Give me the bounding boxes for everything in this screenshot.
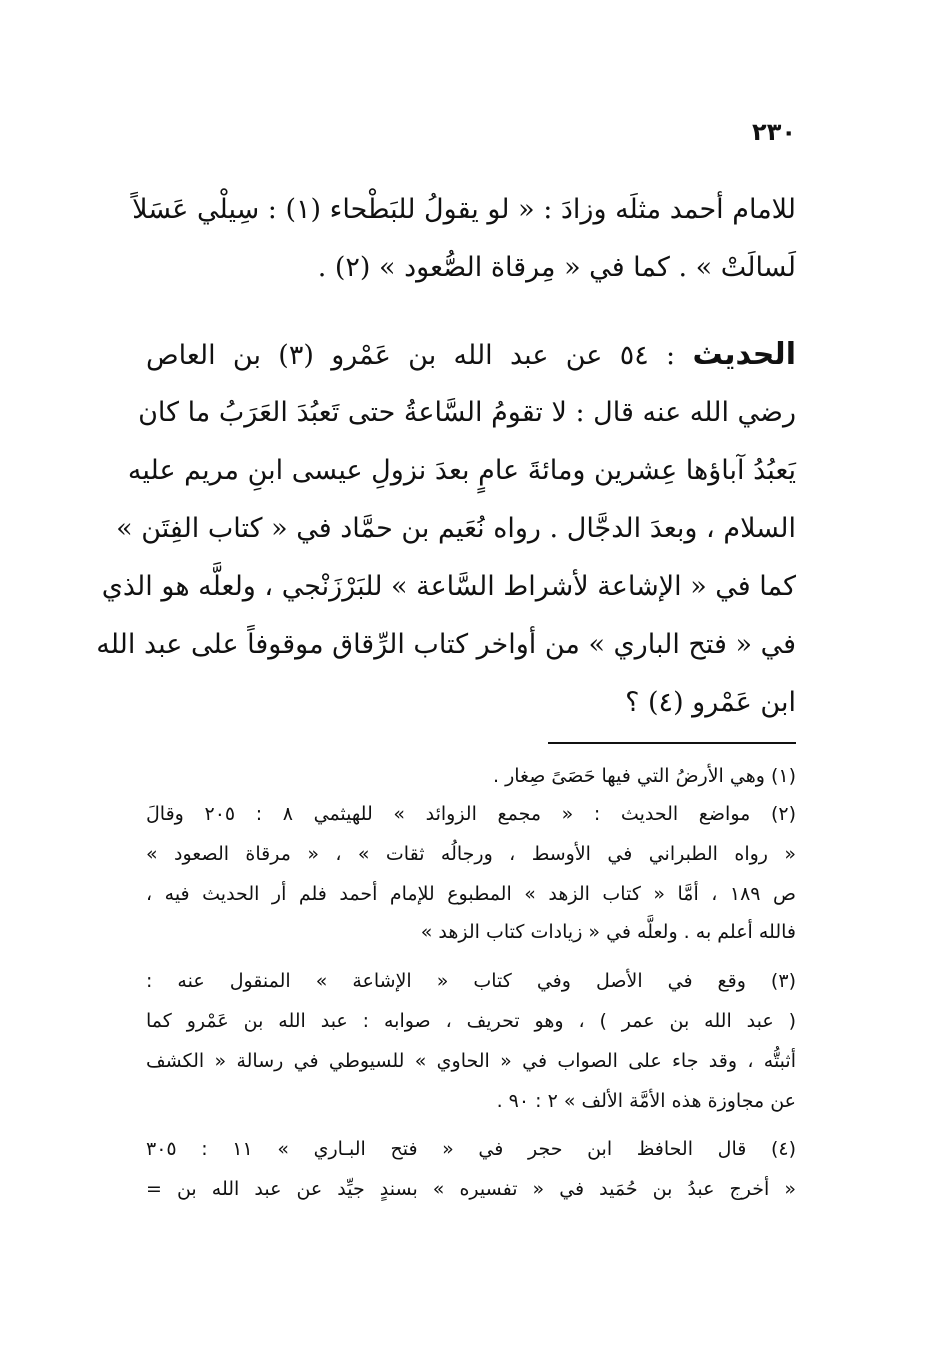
- hadith-heading: الحديث: [692, 337, 796, 372]
- footnote-1-line: (١) وهي الأرضُ التي فيها حَصَىً صِغار .: [493, 765, 796, 787]
- footnote-4-line: « أخرج عبدُ بن حُمَيد في « تفسيره » بسندٍ جيِّد عن عبد الله بن =: [146, 1178, 796, 1200]
- hadith-line: ابن عَمْرو (٤) ؟: [625, 687, 796, 718]
- hadith-line: في « فتح الباري » من أواخر كتاب الرِّقاق موقوفاً على عبد الله: [96, 629, 796, 660]
- footnote-divider: [548, 742, 796, 744]
- hadith-line: كما في « الإشاعة لأشراط السَّاعة » للبَرْزَنْجي ، ولعلَّه هو الذي: [101, 571, 796, 602]
- intro-line: لَسالَتْ » . كما في « مِرقاة الصُّعود » (٢) .: [317, 252, 796, 283]
- hadith-line-text: : ٥٤ عن عبد الله بن عَمْرو (٣) بن العاص: [146, 340, 676, 371]
- footnote-2-line: (٢) مواضع الحديث : « مجمع الزوائد » للهيثمي ٨ : ٢٠٥ وقالَ: [146, 803, 796, 825]
- hadith-line: رضي الله عنه قال : لا تقومُ السَّاعةُ حتى تَعبُدَ العَرَبُ ما كان: [138, 397, 796, 428]
- hadith-first-line: [146, 335, 796, 376]
- intro-line: للامام أحمد مثلَه وزادَ : « لو يقولُ للبَطْحاء (١) : سِيلْي عَسَلاً: [132, 194, 796, 225]
- footnote-3-line: ( عبد الله بن عمر ) ، وهو تحريف ، صوابه : عبد الله بن عَمْرو كما: [146, 1010, 796, 1032]
- footnote-2-line: « رواه الطبراني في الأوسط ، ورجالُه ثقات » ، « مرقاة الصعود »: [146, 843, 796, 865]
- page-number: ٢٣٠: [752, 118, 796, 146]
- footnote-3-line: أثبتُّه ، وقد جاء على الصواب في « الحاوي » للسيوطي في رسالة « الكشف: [146, 1050, 796, 1072]
- hadith-line: يَعبُدُ آباؤها عِشرين ومائةَ عامٍ بعدَ نزولِ عيسى ابنِ مريم عليه: [127, 455, 796, 486]
- footnote-2-line: فالله أعلم به . ولعلَّه في « زيادات كتاب الزهد »: [420, 921, 796, 943]
- footnote-3-line: عن مجاوزة هذه الأمَّة الألف » ٢ : ٩٠ .: [496, 1090, 796, 1112]
- footnote-3-line: (٣) وقع في الأصل وفي كتاب « الإشاعة » المنقول عنه :: [146, 970, 796, 992]
- hadith-line: السلام ، وبعدَ الدجَّال . رواه نُعَيم بن حمَّاد في « كتاب الفِتَن »: [116, 513, 796, 544]
- footnote-4-line: (٤) قال الحافظ ابن حجر في « فتح البـاري » ١١ : ٣٠٥: [146, 1138, 796, 1160]
- footnote-2-line: ص ١٨٩ ، أمَّا « كتاب الزهد » المطبوع للإمام أحمد فلم أر الحديث فيه ،: [146, 883, 796, 905]
